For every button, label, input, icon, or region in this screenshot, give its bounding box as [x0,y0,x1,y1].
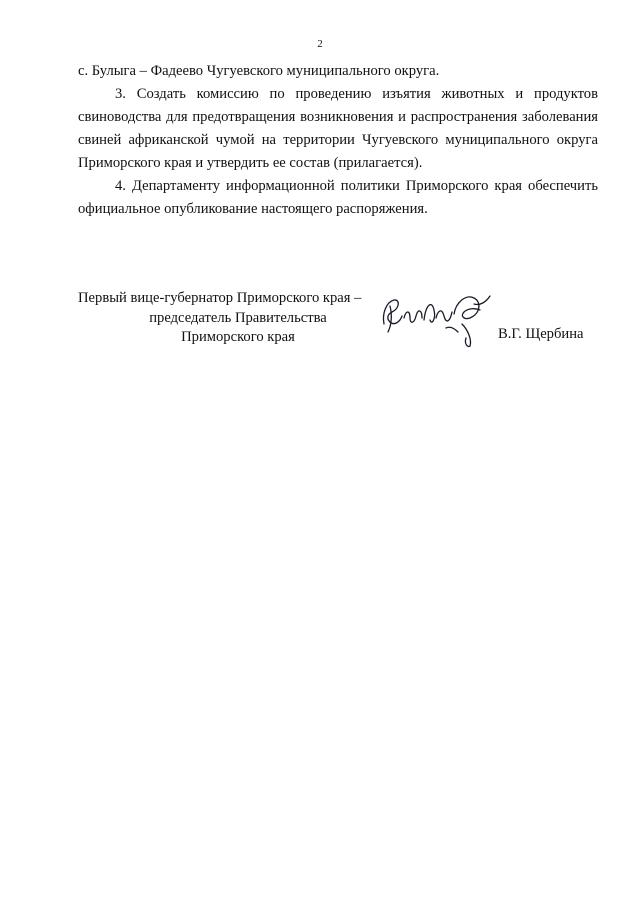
paragraph-continuation: с. Булыга – Фадеево Чугуевского муниципального округа. [78,63,440,79]
page-number: 2 [317,38,323,50]
signatory-name: В.Г. Щербина [498,326,584,342]
position-line-2: председатель Правительства [149,309,327,326]
paragraph-item-4: 4. Департаменту информационной политики Приморского края обеспечить официальное опубликование настоящего распоряжения. [78,178,598,217]
document-body [78,60,598,221]
signatory-position [78,289,398,348]
handwritten-signature [376,284,496,348]
position-line-3: Приморского края [181,329,295,345]
paragraph-item-3: 3. Создать комиссию по проведению изъятия животных и продуктов свиноводства для предотвращения возникновения и распространения заболевания свиней африканской чумой на территории Чугуевского муниципального округа Приморского края и утвердить ее состав (прилагается). [78,86,598,171]
position-line-1: Первый вице-губернатор Приморского края – [78,290,362,306]
